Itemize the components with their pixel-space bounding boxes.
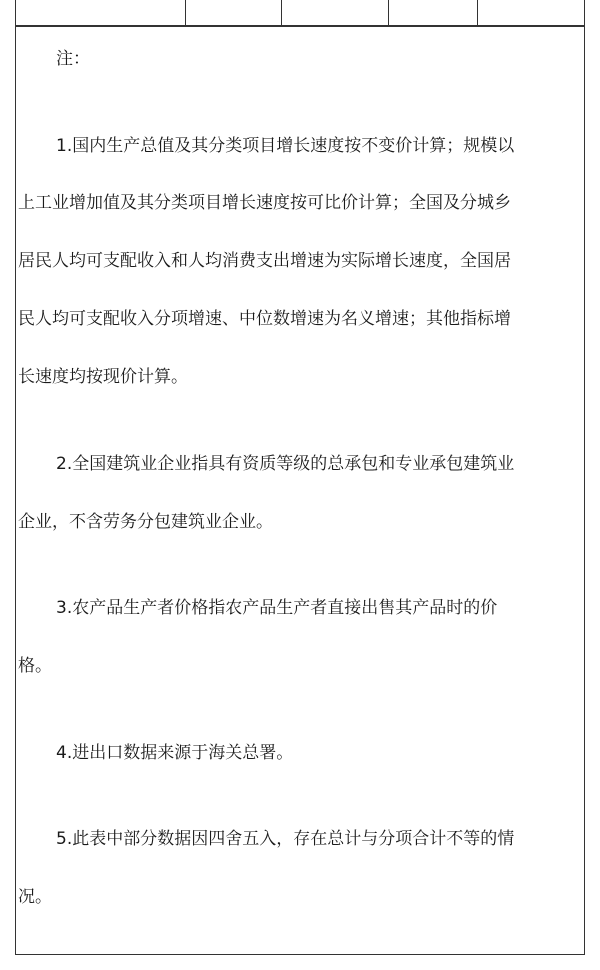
- note-3-line-2: 格。: [18, 656, 52, 676]
- note-5-line-2: 况。: [18, 887, 52, 907]
- note-1-line-3: 居民人均可支配收入和人均消费支出增速为实际增长速度，全国居: [18, 251, 511, 271]
- note-1-line-4: 民人均可支配收入分项增速、中位数增速为名义增速；其他指标增: [18, 309, 511, 329]
- note-2-line-2: 企业，不含劳务分包建筑业企业。: [18, 512, 273, 532]
- column-divider: [281, 0, 282, 27]
- note-5-line-1: 5.此表中部分数据因四舍五入，存在总计与分项合计不等的情: [56, 829, 515, 849]
- column-divider: [388, 0, 389, 27]
- column-divider: [185, 0, 186, 27]
- statistics-table: [15, 0, 585, 955]
- table-last-data-row: [16, 0, 584, 27]
- note-2-line-1: 2.全国建筑业企业指具有资质等级的总承包和专业承包建筑业: [56, 454, 515, 474]
- note-3-line-1: 3.农产品生产者价格指农产品生产者直接出售其产品时的价: [56, 598, 498, 618]
- note-1-line-5: 长速度均按现价计算。: [18, 367, 188, 387]
- column-divider: [477, 0, 478, 27]
- note-4-line-1: 4.进出口数据来源于海关总署。: [56, 743, 294, 763]
- note-1-line-1: 1.国内生产总值及其分类项目增长速度按不变价计算；规模以: [56, 136, 515, 156]
- note-1-line-2: 上工业增加值及其分类项目增长速度按可比价计算；全国及分城乡: [18, 193, 511, 213]
- notes-heading: 注：: [56, 49, 90, 69]
